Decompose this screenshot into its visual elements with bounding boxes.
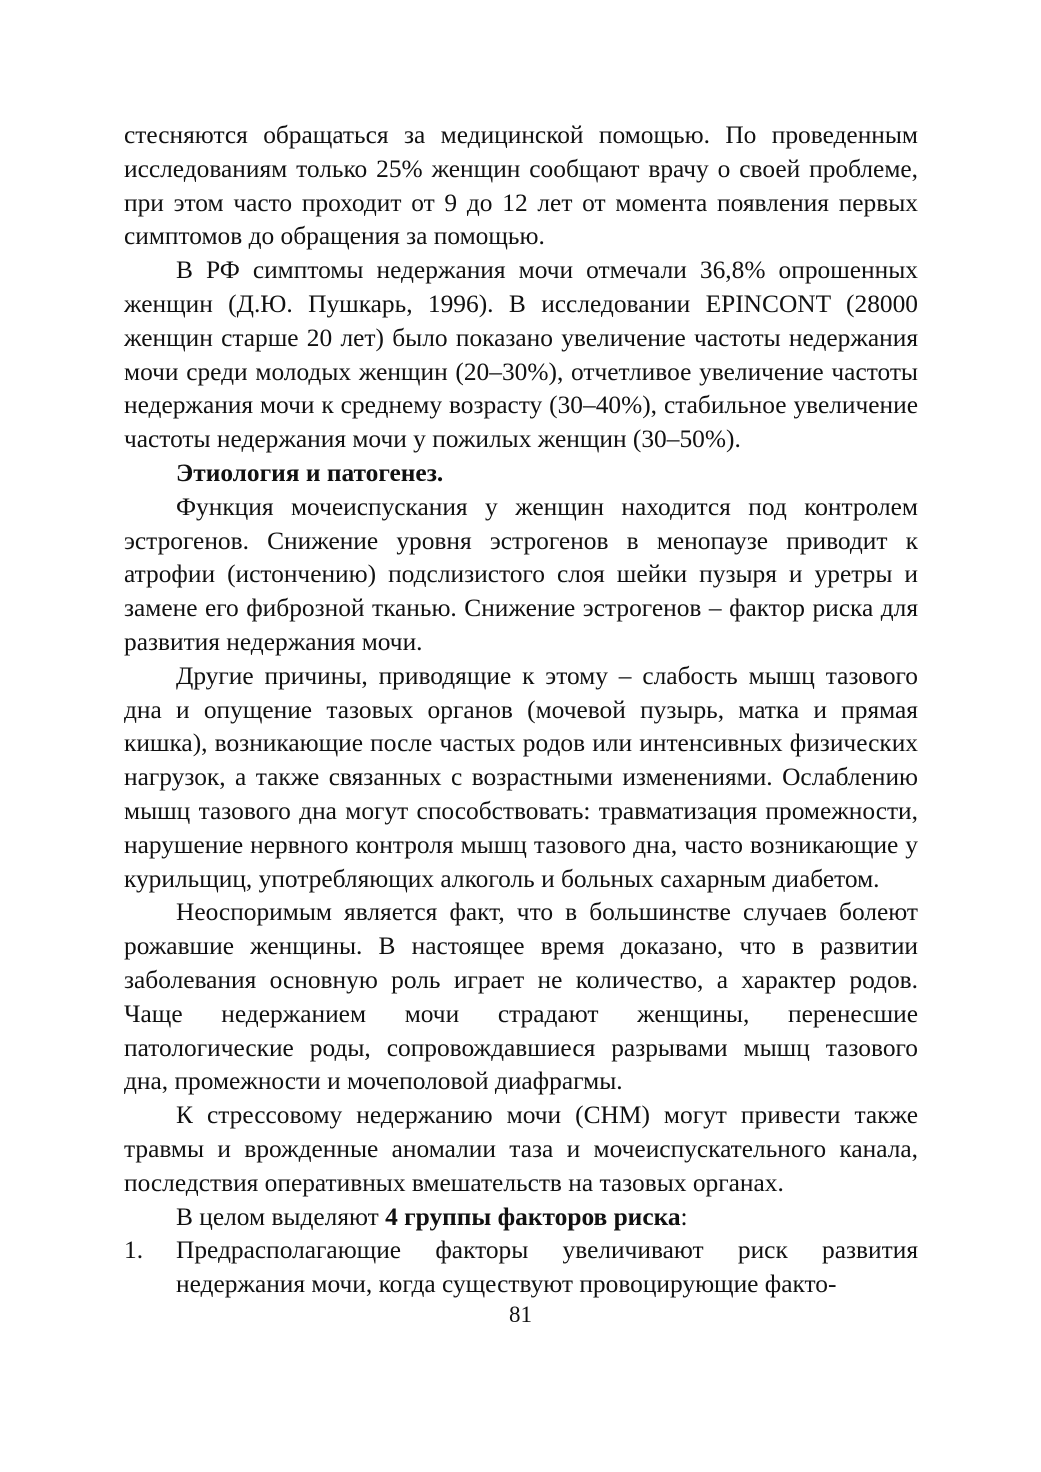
paragraph-other-causes: Другие причины, приводящие к этому – слабость мышц тазового дна и опущение тазовых органов (мочевой пузырь, матка и прямая кишка), возникающие после частых родов или интенсивных физических нагрузок, а также связанных с возрастными изменениями. Ослаблению мышц тазового дна могут способствовать: травматизация промежности, нарушение нервного контроля мышц тазового дна, часто возникающие у курильщиц, употребляющих алкоголь и больных сахарным диабетом. xyxy=(124,661,918,893)
risk-groups-bold: 4 группы факторов риска xyxy=(385,1202,681,1231)
page-number: 81 xyxy=(509,1302,532,1327)
paragraph-intro: стесняются обращаться за медицинской помощью. По проведенным исследованиям только 25% женщин сообщают врачу о своей проблеме, при этом часто проходит от 9 до 12 лет от момента появления первых симптомов до обращения за помощью. xyxy=(124,121,918,251)
list-item-number: 1. xyxy=(124,1236,144,1265)
paragraph-childbirth: Неоспоримым является факт, что в большинстве случаев болеют рожавшие женщины. В настоящее время доказано, что в развитии заболевания основную роль играет не количество, а характер родов. Чаще недержанием мочи страдают женщины, перенесшие патологические роды, сопровождавшиеся разрывами мышц тазового дна, промежности и мочеполовой диафрагмы. xyxy=(124,898,918,1096)
risk-groups-suffix: : xyxy=(680,1202,688,1231)
list-item-text: Предрасполагающие факторы увеличивают риск развития недержания мочи, когда существуют провоцирующие факто- xyxy=(176,1236,918,1299)
paragraph-stress-incontinence: К стрессовому недержанию мочи (СНМ) могут привести также травмы и врожденные аномалии таза и мочеиспускательного канала, последствия оперативных вмешательств на тазовых органах. xyxy=(124,1101,918,1197)
paragraph-estrogen: Функция мочеиспускания у женщин находится под контролем эстрогенов. Снижение уровня эстрогенов в менопаузе приводит к атрофии (истончению) подслизистого слоя шейки пузыря и уретры и замене его фиброзной тканью. Снижение эстрогенов – фактор риска для развития недержания мочи. xyxy=(124,492,918,656)
paragraph-rf-statistics: В РФ симптомы недержания мочи отмечали 36,8% опрошенных женщин (Д.Ю. Пушкарь, 1996). В исследовании EPINCONT (28000 женщин старше 20 лет) было показано увеличение частоты недержания мочи среди молодых женщин (20–30%), отчетливое увеличение частоты недержания мочи к среднему возрасту (30–40%), стабильное увеличение частоты недержания мочи у пожилых женщин (30–50%). xyxy=(124,256,918,454)
page-body xyxy=(124,119,918,1419)
paragraph-risk-groups-intro xyxy=(124,1201,918,1235)
list-item xyxy=(124,1234,918,1302)
section-heading-etiology: Этиология и патогенез. xyxy=(176,458,444,487)
risk-groups-prefix: В целом выделяют xyxy=(176,1202,386,1231)
